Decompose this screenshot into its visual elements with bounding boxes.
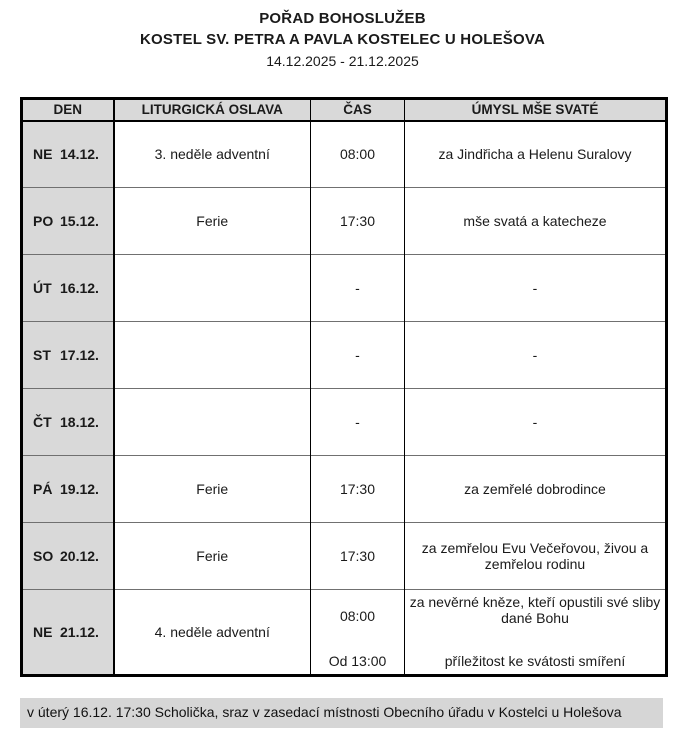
table-header-row [22, 99, 667, 121]
time-entry: Od 13:00 [328, 653, 387, 669]
celebration-cell [114, 255, 311, 322]
day-date: 14.12. [60, 146, 99, 163]
intention-cell: - [405, 255, 667, 322]
day-date: 16.12. [60, 280, 99, 296]
celebration-cell: 3. neděle adventní [114, 121, 311, 188]
day-abbr: ČT [33, 414, 52, 430]
time-cell [311, 590, 405, 676]
celebration-cell: 4. neděle adventní [114, 590, 311, 676]
day-cell [22, 255, 114, 322]
intention-cell: za Jindřicha a Helenu Suralovy [405, 121, 667, 188]
col-header-day: DEN [22, 99, 114, 121]
intention-cell: - [405, 389, 667, 456]
day-abbr: SO [33, 548, 54, 564]
celebration-cell [114, 322, 311, 389]
celebration-cell: Ferie [114, 188, 311, 255]
time-cell: 17:30 [311, 523, 405, 590]
day-cell [22, 322, 114, 389]
day-abbr: NE [33, 624, 53, 640]
col-header-time: ČAS [311, 99, 405, 121]
schedule-table [20, 97, 668, 677]
time-cell: 17:30 [311, 456, 405, 523]
day-abbr: PO [33, 213, 54, 229]
table-row [22, 523, 667, 590]
intention-entry: za nevěrné kněze, kteří opustili své sliby dané Bohu [409, 594, 661, 626]
time-entry: 08:00 [339, 608, 376, 624]
day-date: 18.12. [60, 414, 99, 430]
intention-entry: příležitost ke svátosti smíření [444, 653, 626, 669]
table-row [22, 456, 667, 523]
day-date: 15.12. [60, 213, 99, 229]
day-date: 19.12. [60, 481, 99, 497]
footer-note: v úterý 16.12. 17:30 Scholička, sraz v zasedací místnosti Obecního úřadu v Kostelci u Holešova [20, 698, 663, 728]
intention-cell: za zemřelou Evu Večeřovou, živou a zemřelou rodinu [405, 523, 667, 590]
table-row [22, 188, 667, 255]
page-title: POŘAD BOHOSLUŽEB [259, 10, 426, 27]
day-cell [22, 188, 114, 255]
celebration-cell: Ferie [114, 456, 311, 523]
day-cell [22, 523, 114, 590]
celebration-cell: Ferie [114, 523, 311, 590]
celebration-cell [114, 389, 311, 456]
day-abbr: PÁ [33, 481, 53, 497]
day-date: 20.12. [60, 548, 99, 564]
document-header [0, 8, 685, 72]
date-range: 14.12.2025 - 21.12.2025 [266, 53, 419, 69]
intention-cell: - [405, 322, 667, 389]
table-row [22, 590, 667, 676]
intention-cell: za zemřelé dobrodince [405, 456, 667, 523]
time-cell: 17:30 [311, 188, 405, 255]
time-cell: - [311, 389, 405, 456]
day-cell [22, 456, 114, 523]
day-date: 17.12. [60, 347, 99, 363]
col-header-intention: ÚMYSL MŠE SVATÉ [405, 99, 667, 121]
table-row [22, 121, 667, 188]
table-row [22, 389, 667, 456]
table-row [22, 322, 667, 389]
day-abbr: ST [33, 347, 51, 363]
day-cell [22, 121, 114, 188]
col-header-celebration: LITURGICKÁ OSLAVA [114, 99, 311, 121]
page-subtitle: KOSTEL SV. PETRA A PAVLA KOSTELEC U HOLEŠOVA [140, 31, 545, 48]
intention-cell: mše svatá a katecheze [405, 188, 667, 255]
table-row [22, 255, 667, 322]
time-cell: 08:00 [311, 121, 405, 188]
time-cell: - [311, 322, 405, 389]
intention-cell [405, 590, 667, 676]
day-cell [22, 389, 114, 456]
day-date: 21.12. [60, 624, 99, 640]
day-cell [22, 590, 114, 676]
day-abbr: ÚT [33, 280, 52, 296]
time-cell: - [311, 255, 405, 322]
day-abbr: NE [33, 146, 53, 163]
